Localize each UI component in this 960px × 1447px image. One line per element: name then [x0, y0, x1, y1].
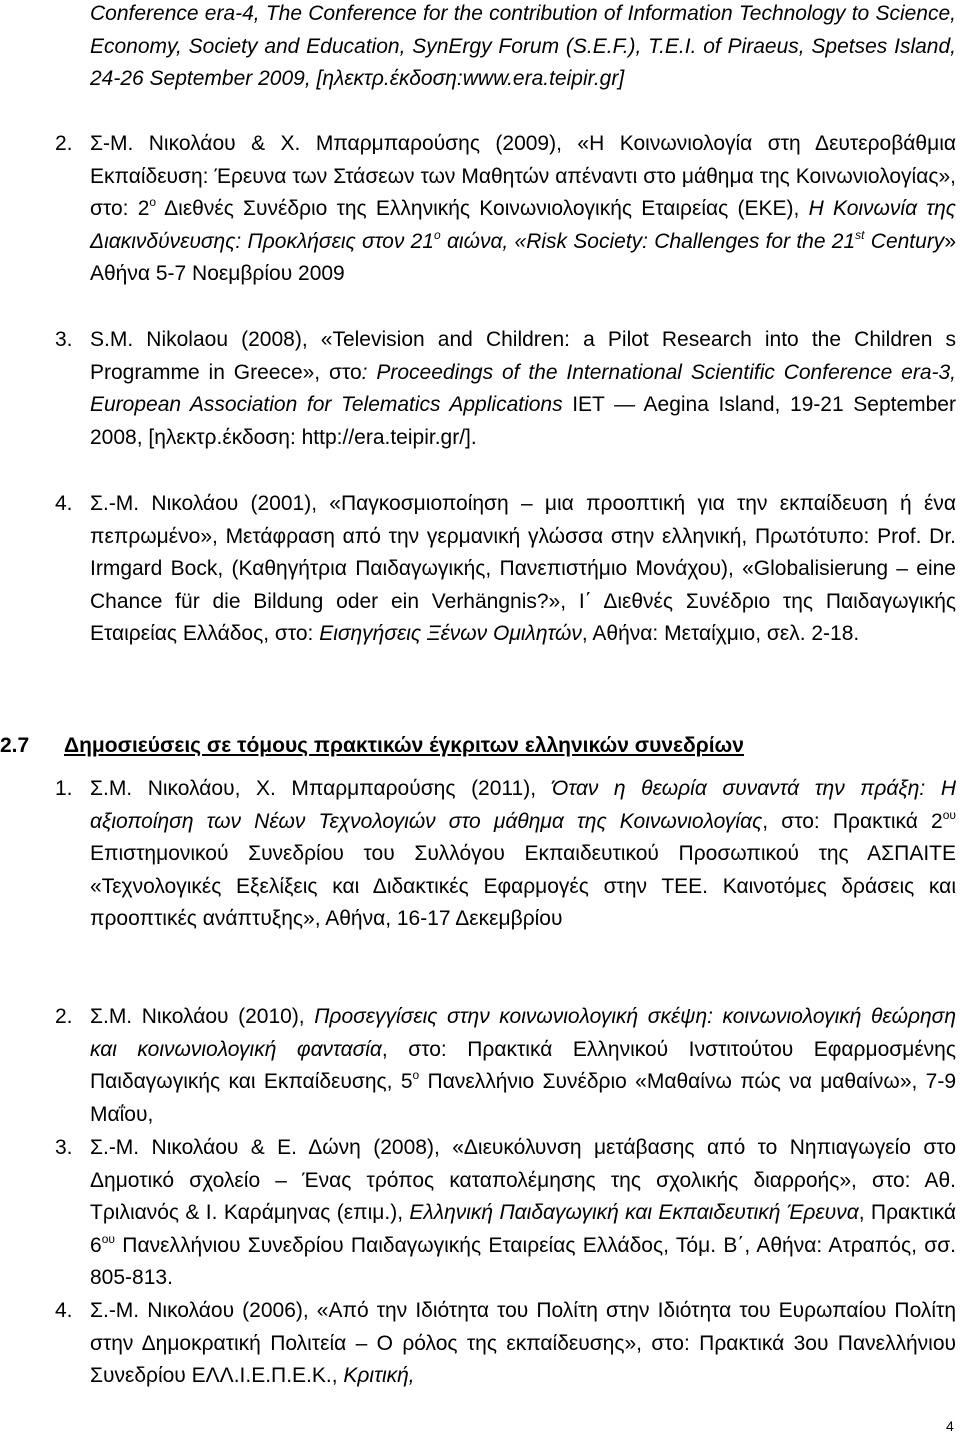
italic-text: Προσεγγίσεις στην κοινωνιολογική σκέψη: κοινωνιολογική θεώρηση και κοινωνιολογική φαντασία [90, 1005, 957, 1061]
publication-entry [55, 1001, 957, 1131]
italic-text: Ελληνική Παιδαγωγική και Εκπαιδευτική Έρευνα [409, 1201, 859, 1225]
entry-text: Διεθνές Συνέδριο της Ελληνικής Κοινωνιολογικής Εταιρείας (ΕΚΕ), [156, 197, 809, 221]
reference-entry [55, 324, 957, 454]
superscript: ο [149, 195, 157, 210]
entry-text: S.M. Nikolaou (2008), «Television and Children: a Pilot Research into the Children s Programme in Greece», στο [90, 328, 956, 384]
reference-entry [90, 0, 956, 96]
page-number: 4 [946, 1418, 954, 1434]
superscript: ο [434, 227, 441, 242]
entry-text: , Αθήνα: Μεταίχμιο, σελ. 2-18. [581, 622, 860, 646]
italic-text: Όταν η θεωρία συναντά την πράξη: Η αξιοποίηση των Νέων Τεχνολογιών στο μάθημα της Κοινωνιολογίας [90, 777, 956, 833]
italic-text: Century [864, 229, 945, 253]
italic-text: αιώνα, «Risk Society: Challenges for the 21 [440, 229, 856, 253]
entry-number: 3. [55, 328, 73, 351]
superscript: ου [942, 807, 956, 822]
publication-entry [55, 1295, 956, 1393]
entry-number: 4. [55, 1299, 73, 1322]
entry-text: Σ.Μ. Νικολάου, Χ. Μπαρμπαρούσης (2011), [90, 777, 552, 800]
entry-text: Πανελλήνιου Συνεδρίου Παιδαγωγικής Εταιρείας Ελλάδος, Τόμ. Β΄, Αθήνα: Ατραπός, σσ. 805-813. [90, 1233, 956, 1290]
italic-text: Conference era-4, The Conference for the contribution of Information Technology to Science, Economy, Society and Education, SynErgy Forum (S.E.F.), T.E.I. of Piraeus, Spetses Island, 24-26 September 2009, [ηλεκτρ.έκδοση:www.era.teipir.gr] [90, 2, 956, 91]
entry-number: 1. [55, 777, 73, 800]
entry-number: 3. [55, 1136, 73, 1159]
entry-number: 2. [55, 132, 73, 155]
section-title: Δημοσιεύσεις σε τόμους πρακτικών έγκριτων ελληνικών συνεδρίων [64, 734, 744, 757]
entry-text: Επιστημονικού Συνεδρίου του Συλλόγου Εκπαιδευτικού Προσωπικού της ΑΣΠΑΙΤΕ «Τεχνολογικές Εξελίξεις και Διδακτικές Εφαρμογές στην ΤΕΕ. Καινοτόμες δράσεις και προοπτικές ανάπτυξης», Αθήνα, 16-17 Δεκεμβρίου [90, 842, 956, 931]
publication-entry [55, 773, 956, 936]
entry-text: Πανελλήνιο Συνέδριο «Μαθαίνω πώς να μαθαίνω», 7-9 Μαΐου, [90, 1070, 957, 1126]
reference-entry [55, 488, 956, 651]
entry-text: , Πρακτικά 6 [90, 1201, 956, 1257]
italic-text: Κριτική, [343, 1364, 415, 1388]
section-number: 2.7 [0, 734, 30, 757]
reference-entry [55, 128, 956, 291]
italic-text: : Proceedings of the International Scientific Conference era-3, European Association for Telematics Applications [90, 360, 957, 417]
entry-text: Σ.Μ. Νικολάου (2010), [90, 1005, 315, 1028]
entry-text: Σ.-Μ. Νικολάου (2006), «Από την Ιδιότητα του Πολίτη στην Ιδιότητα του Ευρωπαίου Πολίτη στην Δημοκρατική Πολιτεία – Ο ρόλος της εκπαίδευσης», στο: Πρακτικά 3ου Πανελλήνιου Συνεδρίου ΕΛΛ.Ι.Ε.Π.Ε.Κ., [90, 1299, 956, 1388]
entry-text: Σ-Μ. Νικολάου & Χ. Μπαρμπαρούσης (2009), «Η Κοινωνιολογία στη Δευτεροβάθμια Εκπαίδευση: Έρευνα των Στάσεων των Μαθητών απέναντι στο μάθημα της Κοινωνιολογίας», στο: 2 [90, 132, 956, 221]
italic-text: Η Κοινωνία της Διακινδύνευσης: Προκλήσεις στον 21 [90, 197, 956, 253]
entry-number: 4. [55, 492, 73, 515]
entry-text: » Αθήνα 5-7 Νοεμβρίου 2009 [90, 229, 956, 286]
entry-text: Σ.-Μ. Νικολάου & Ε. Δώνη (2008), «Διευκόλυνση μετάβασης από το Νηπιαγωγείο στο Δημοτικό σχολείο – Ένας τρόπος καταπολέμησης της σχολικής διαρροής», στο: Αθ. Τριλιανός & Ι. Καράμηνας (επιμ.), [90, 1136, 956, 1225]
italic-text: Εισηγήσεις Ξένων Ομιλητών [319, 622, 582, 646]
superscript: st [855, 227, 865, 242]
entry-text: , στο: Πρακτικά 2 [762, 809, 943, 833]
superscript: ο [412, 1068, 420, 1083]
superscript: ου [101, 1231, 115, 1246]
publication-entry [55, 1132, 956, 1295]
entry-text: Σ.-Μ. Νικολάου (2001), «Παγκοσμιοποίηση – μια προοπτική για την εκπαίδευση ή ένα πεπρωμένο», Μετάφραση από την γερμανική γλώσσα στην ελληνική, Πρωτότυπο: Prof. Dr. Irmgard Bock, (Καθηγήτρια Παιδαγωγικής, Πανεπιστήμιο Μονάχου), «Globalisierung – eine Chance für die Bildung oder ein Verhängnis?», Ι΄ Διεθνές Συνέδριο της Παιδαγωγικής Εταιρείας Ελλάδος, στο: [90, 492, 956, 646]
entry-text: , στο: Πρακτικά Ελληνικού Ινστιτούτου Εφαρμοσμένης Παιδαγωγικής και Εκπαίδευσης, 5 [90, 1037, 956, 1094]
entry-number: 2. [55, 1005, 73, 1028]
entry-text: IET — Aegina Island, 19-21 September 2008, [ηλεκτρ.έκδοση: http://era.teipir.gr/]. [90, 393, 956, 449]
